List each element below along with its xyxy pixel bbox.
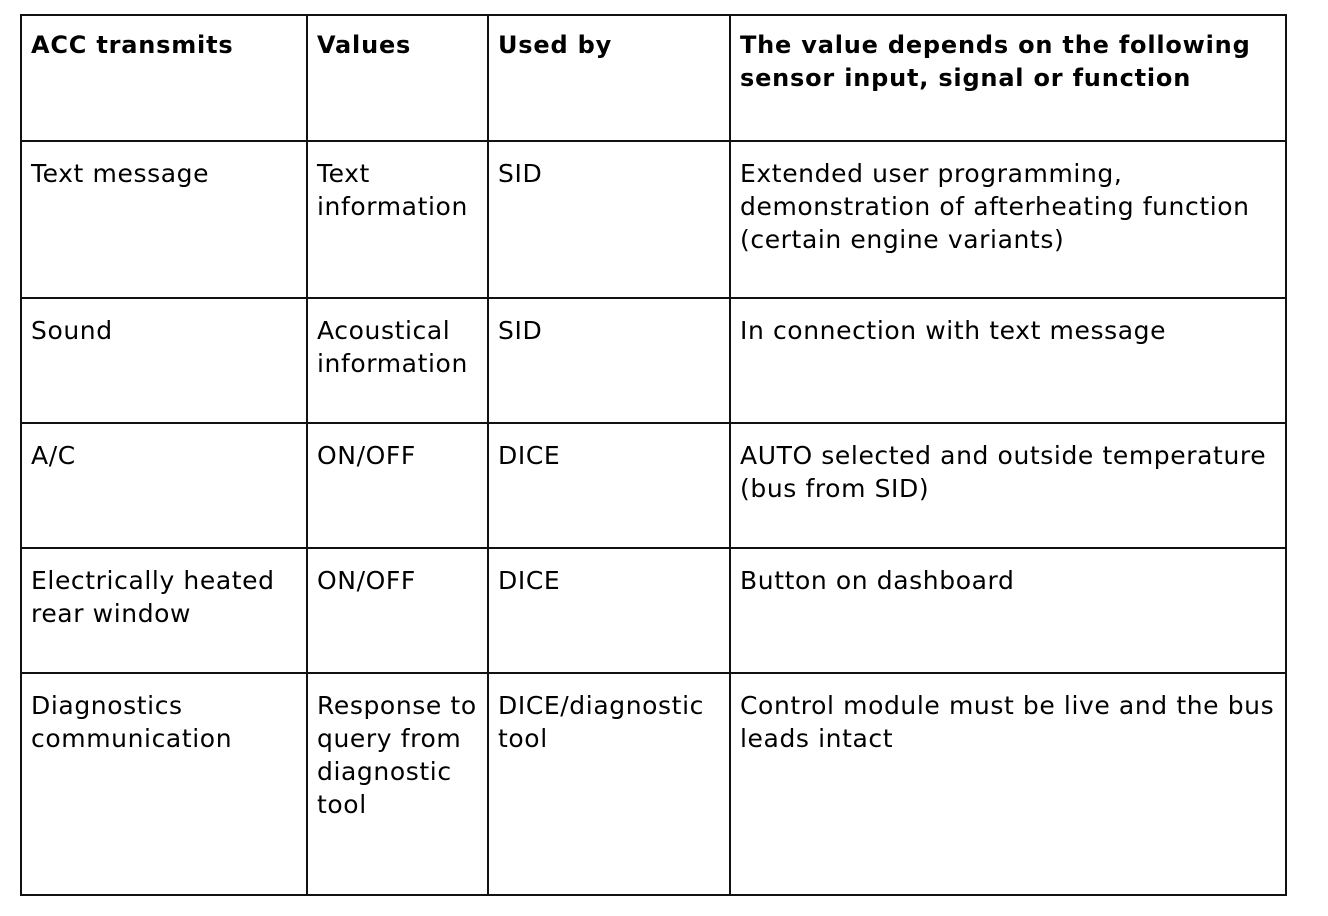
- cell-acc-transmits: A/C: [21, 423, 307, 548]
- table-header-row: [21, 15, 1286, 141]
- cell-used-by: SID: [488, 298, 730, 423]
- table-row: [21, 141, 1286, 298]
- header-used-by: Used by: [488, 15, 730, 141]
- cell-values: ON/OFF: [307, 548, 488, 673]
- header-depends-on: The value depends on the following sensor input, signal or function: [730, 15, 1286, 141]
- cell-depends-on: In connection with text message: [730, 298, 1286, 423]
- cell-acc-transmits: Sound: [21, 298, 307, 423]
- cell-values: Response to query from diagnostic tool: [307, 673, 488, 895]
- cell-values: Text information: [307, 141, 488, 298]
- header-acc-transmits: ACC transmits: [21, 15, 307, 141]
- table-row: [21, 548, 1286, 673]
- cell-values: ON/OFF: [307, 423, 488, 548]
- cell-acc-transmits: Electrically heated rear window: [21, 548, 307, 673]
- cell-depends-on: Button on dashboard: [730, 548, 1286, 673]
- cell-used-by: DICE: [488, 423, 730, 548]
- cell-values: Acoustical information: [307, 298, 488, 423]
- cell-acc-transmits: Diagnostics communication: [21, 673, 307, 895]
- table-row: [21, 673, 1286, 895]
- cell-depends-on: Control module must be live and the bus leads intact: [730, 673, 1286, 895]
- cell-acc-transmits: Text message: [21, 141, 307, 298]
- cell-depends-on: Extended user programming, demonstration of afterheating function (certain engine variants): [730, 141, 1286, 298]
- table-row: [21, 423, 1286, 548]
- header-values: Values: [307, 15, 488, 141]
- table-row: [21, 298, 1286, 423]
- cell-used-by: DICE: [488, 548, 730, 673]
- cell-depends-on: AUTO selected and outside temperature (bus from SID): [730, 423, 1286, 548]
- cell-used-by: DICE/diagnostic tool: [488, 673, 730, 895]
- cell-used-by: SID: [488, 141, 730, 298]
- acc-signal-table: [20, 14, 1287, 896]
